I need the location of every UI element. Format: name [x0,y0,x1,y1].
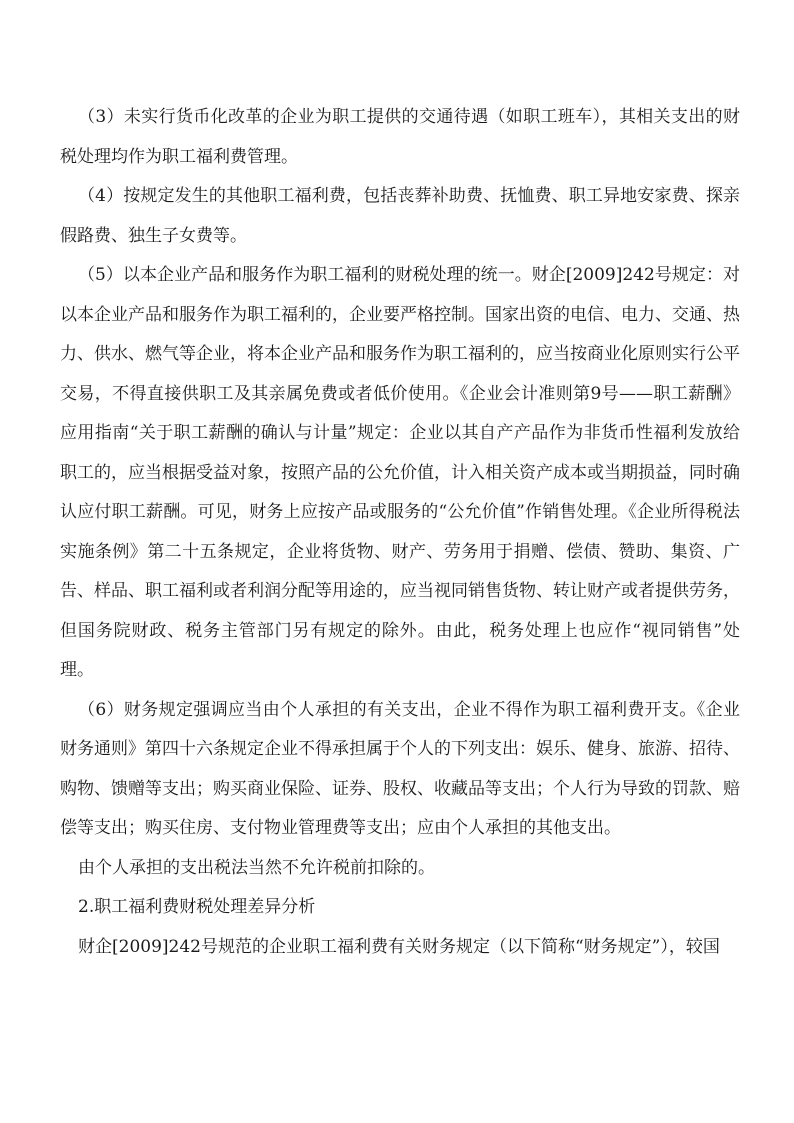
paragraph-difference-analysis: 财企[2009]242号规范的企业职工福利费有关财务规定（以下简称“财务规定”），较国 [78,936,720,957]
paragraph-personal-expense-deduction: 由个人承担的支出税法当然不允许税前扣除的。 [78,857,435,878]
section-heading: 2.职工福利费财税处理差异分析 [78,897,316,917]
paragraph-4-other-welfare-costs: （4）按规定发生的其他职工福利费，包括丧葬补助费、抚恤费、职工异地安家费、探亲假路费、独生子女费等。 [60,186,740,246]
paragraph-3-commute-benefits: （3）未实行货币化改革的企业为职工提供的交通待遇（如职工班车），其相关支出的财税处理均作为职工福利费管理。 [60,107,740,167]
document-body [60,98,740,967]
paragraph-5-products-as-welfare: （5）以本企业产品和服务作为职工福利的财税处理的统一。财企[2009]242号规定：对以本企业产品和服务作为职工福利的，企业要严格控制。国家出资的电信、电力、交通、热力、供水、燃气等企业，将本企业产品和服务作为职工福利的，应当按商业化原则实行公平交易，不得直接供职工及其亲属免费或者低价使用。《企业会计准则第9号——职工薪酬》应用指南“关于职工薪酬的确认与计量”规定：企业以其自产产品作为非货币性福利发放给职工的，应当根据受益对象，按照产品的公允价值，计入相关资产成本或当期损益，同时确认应付职工薪酬。可见，财务上应按产品或服务的“公允价值”作销售处理。《企业所得税法实施条例》第二十五条规定，企业将货物、财产、劳务用于捐赠、偿债、赞助、集资、广告、样品、职工福利或者利润分配等用途的，应当视同销售货物、转让财产或者提供劳务，但国务院财政、税务主管部门另有规定的除外。由此，税务处理上也应作“视同销售”处理。 [60,265,740,680]
paragraph-6-personal-expenses: （6）财务规定强调应当由个人承担的有关支出，企业不得作为职工福利费开支。《企业财务通则》第四十六条规定企业不得承担属于个人的下列支出：娱乐、健身、旅游、招待、购物、馈赠等支出；购买商业保险、证券、股权、收藏品等支出；个人行为导致的罚款、赔偿等支出；购买住房、支付物业管理费等支出；应由个人承担的其他支出。 [60,699,740,838]
